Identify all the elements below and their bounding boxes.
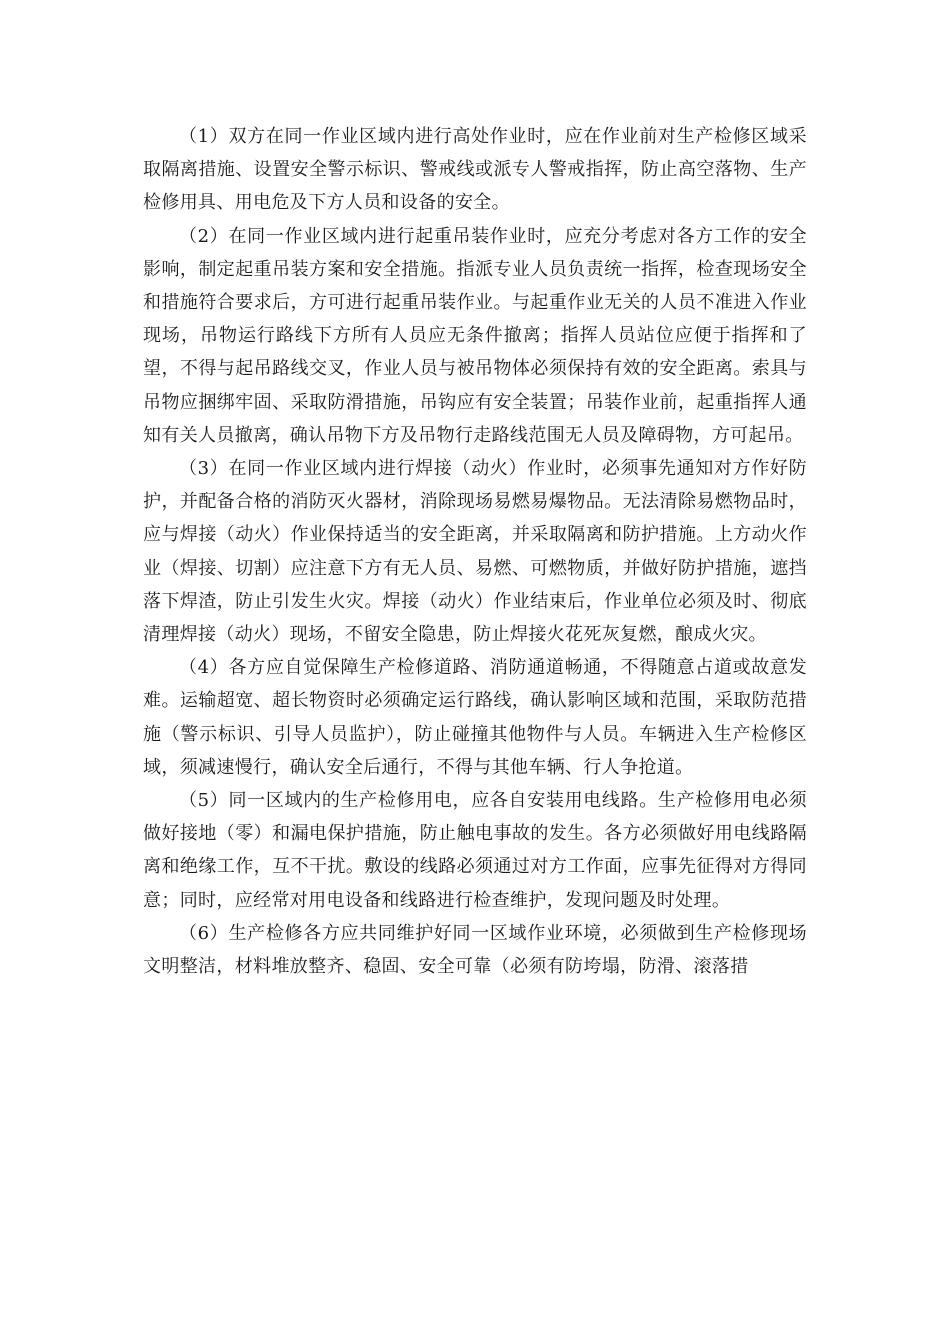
paragraph-lifting-work: （2）在同一作业区域内进行起重吊装作业时，应充分考虑对各方工作的安全影响，制定起重吊装方案和安全措施。指派专业人员负责统一指挥，检查现场安全和措施符合要求后，方可进行起重吊装作业。与起重作业无关的人员不准进入作业现场，吊物运行路线下方所有人员应无条件撤离；指挥人员站位应便于指挥和了望，不得与起吊路线交叉，作业人员与被吊物体必须保持有效的安全距离。索具与吊物应捆绑牢固、采取防滑措施，吊钩应有安全装置；吊装作业前，起重指挥人通知有关人员撤离，确认吊物下方及吊物行走路线范围无人员及障碍物，方可起吊。 xyxy=(143,225,807,446)
paragraph-road-access: （4）各方应自觉保障生产检修道路、消防通道畅通，不得随意占道或故意发难。运输超宽、超长物资时必须确定运行路线，确认影响区域和范围，采取防范措施（警示标识、引导人员监护），防止碰撞其他物件与人员。车辆进入生产检修区域，须减速慢行，确认安全后通行，不得与其他车辆、行人争抢道。 xyxy=(143,657,807,778)
paragraph-high-altitude-work: （1）双方在同一作业区域内进行高处作业时，应在作业前对生产检修区域采取隔离措施、设置安全警示标识、警戒线或派专人警戒指挥，防止高空落物、生产检修用具、用电危及下方人员和设备的安全。 xyxy=(143,126,807,214)
paragraph-electricity-use: （5）同一区域内的生产检修用电，应各自安装用电线路。生产检修用电必须做好接地（零）和漏电保护措施，防止触电事故的发生。各方必须做好用电线路隔离和绝缘工作，互不干扰。敷设的线路必须通过对方工作面，应事先征得对方得同意；同时，应经常对用电设备和线路进行检查维护，发现问题及时处理。 xyxy=(143,790,807,911)
document-body xyxy=(143,120,807,983)
paragraph-work-environment: （6）生产检修各方应共同维护好同一区域作业环境，必须做到生产检修现场文明整洁，材料堆放整齐、稳固、安全可靠（必须有防垮塌，防滑、滚落措 xyxy=(143,922,807,978)
paragraph-welding-work: （3）在同一作业区域内进行焊接（动火）作业时，必须事先通知对方作好防护，并配备合格的消防灭火器材，消除现场易燃易爆物品。无法清除易燃物品时，应与焊接（动火）作业保持适当的安全距离，并采取隔离和防护措施。上方动火作业（焊接、切割）应注意下方有无人员、易燃、可燃物质，并做好防护措施，遮挡落下焊渣，防止引发生火灾。焊接（动火）作业结束后，作业单位必须及时、彻底清理焊接（动火）现场，不留安全隐患，防止焊接火花死灰复燃，酿成火灾。 xyxy=(143,458,807,646)
